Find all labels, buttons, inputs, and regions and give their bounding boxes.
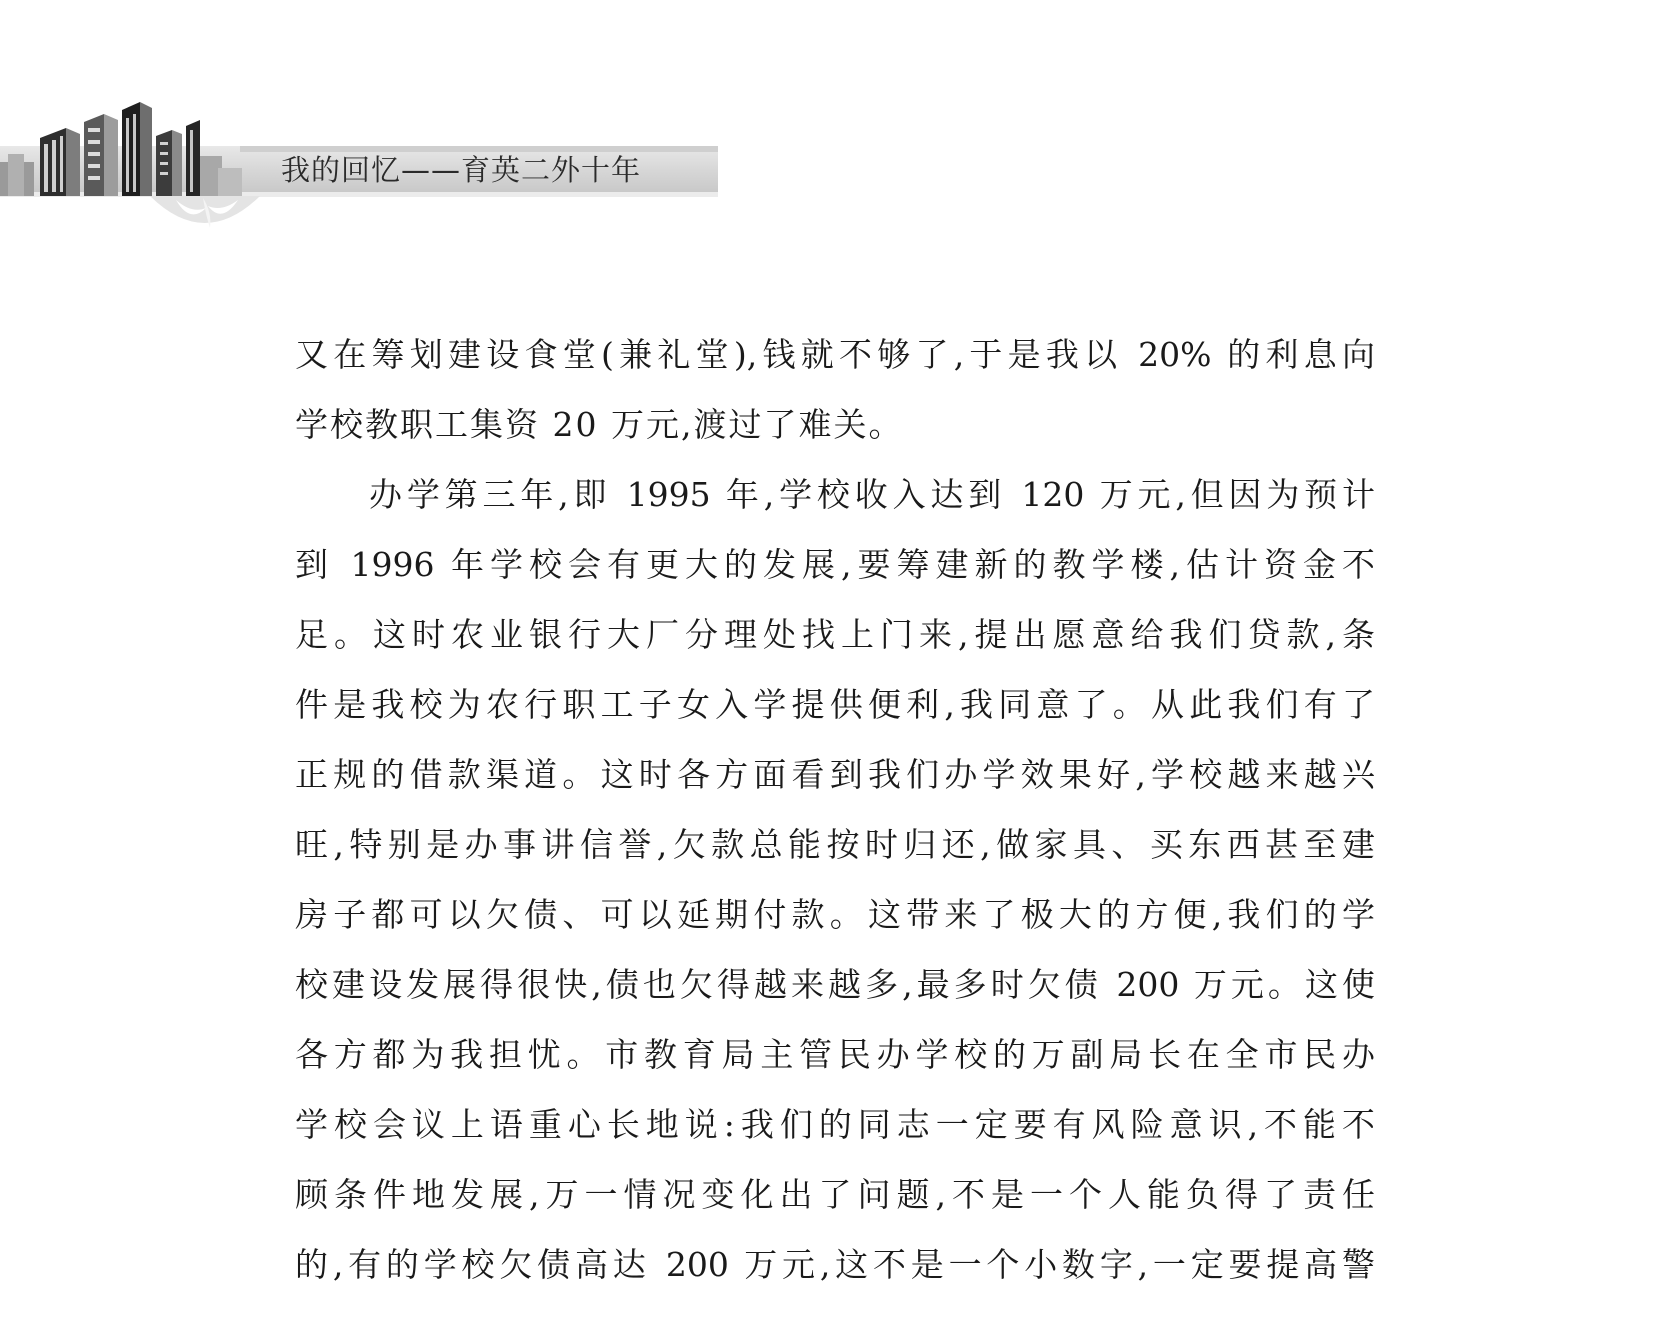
body-text: [295, 320, 1375, 1300]
text-line: 房子都可以欠债、可以延期付款。这带来了极大的方便,我们的学: [295, 895, 1375, 934]
text-line: 学校教职工集资 20 万元,渡过了难关。: [295, 405, 904, 444]
text-line: 正规的借款渠道。这时各方面看到我们办学效果好,学校越来越兴: [295, 755, 1375, 794]
paragraph-first-line: 办学第三年,即 1995 年,学校收入达到 120 万元,但因为预计: [369, 475, 1375, 514]
text-line: 的,有的学校欠债高达 200 万元,这不是一个小数字,一定要提高警: [295, 1245, 1375, 1284]
text-line: 到 1996 年学校会有更大的发展,要筹建新的教学楼,估计资金不: [295, 545, 1375, 584]
text-line: 各方都为我担忧。市教育局主管民办学校的万副局长在全市民办: [295, 1035, 1375, 1074]
header-band-top-edge: [240, 146, 718, 152]
running-header: [0, 100, 720, 230]
text-line: 顾条件地发展,万一情况变化出了问题,不是一个人能负得了责任: [295, 1175, 1375, 1214]
city-skyline-logo: [0, 100, 260, 230]
text-line: 足。这时农业银行大厂分理处找上门来,提出愿意给我们贷款,条: [295, 615, 1375, 654]
text-line: 件是我校为农行职工子女入学提供便利,我同意了。从此我们有了: [295, 685, 1375, 724]
text-line: 旺,特别是办事讲信誉,欠款总能按时归还,做家具、买东西甚至建: [295, 825, 1375, 864]
running-header-title: 我的回忆——育英二外十年: [281, 153, 642, 187]
text-line: 又在筹划建设食堂(兼礼堂),钱就不够了,于是我以 20% 的利息向: [295, 335, 1375, 374]
text-line: 校建设发展得很快,债也欠得越来越多,最多时欠债 200 万元。这使: [295, 965, 1375, 1004]
text-line: 学校会议上语重心长地说:我们的同志一定要有风险意识,不能不: [295, 1105, 1375, 1144]
